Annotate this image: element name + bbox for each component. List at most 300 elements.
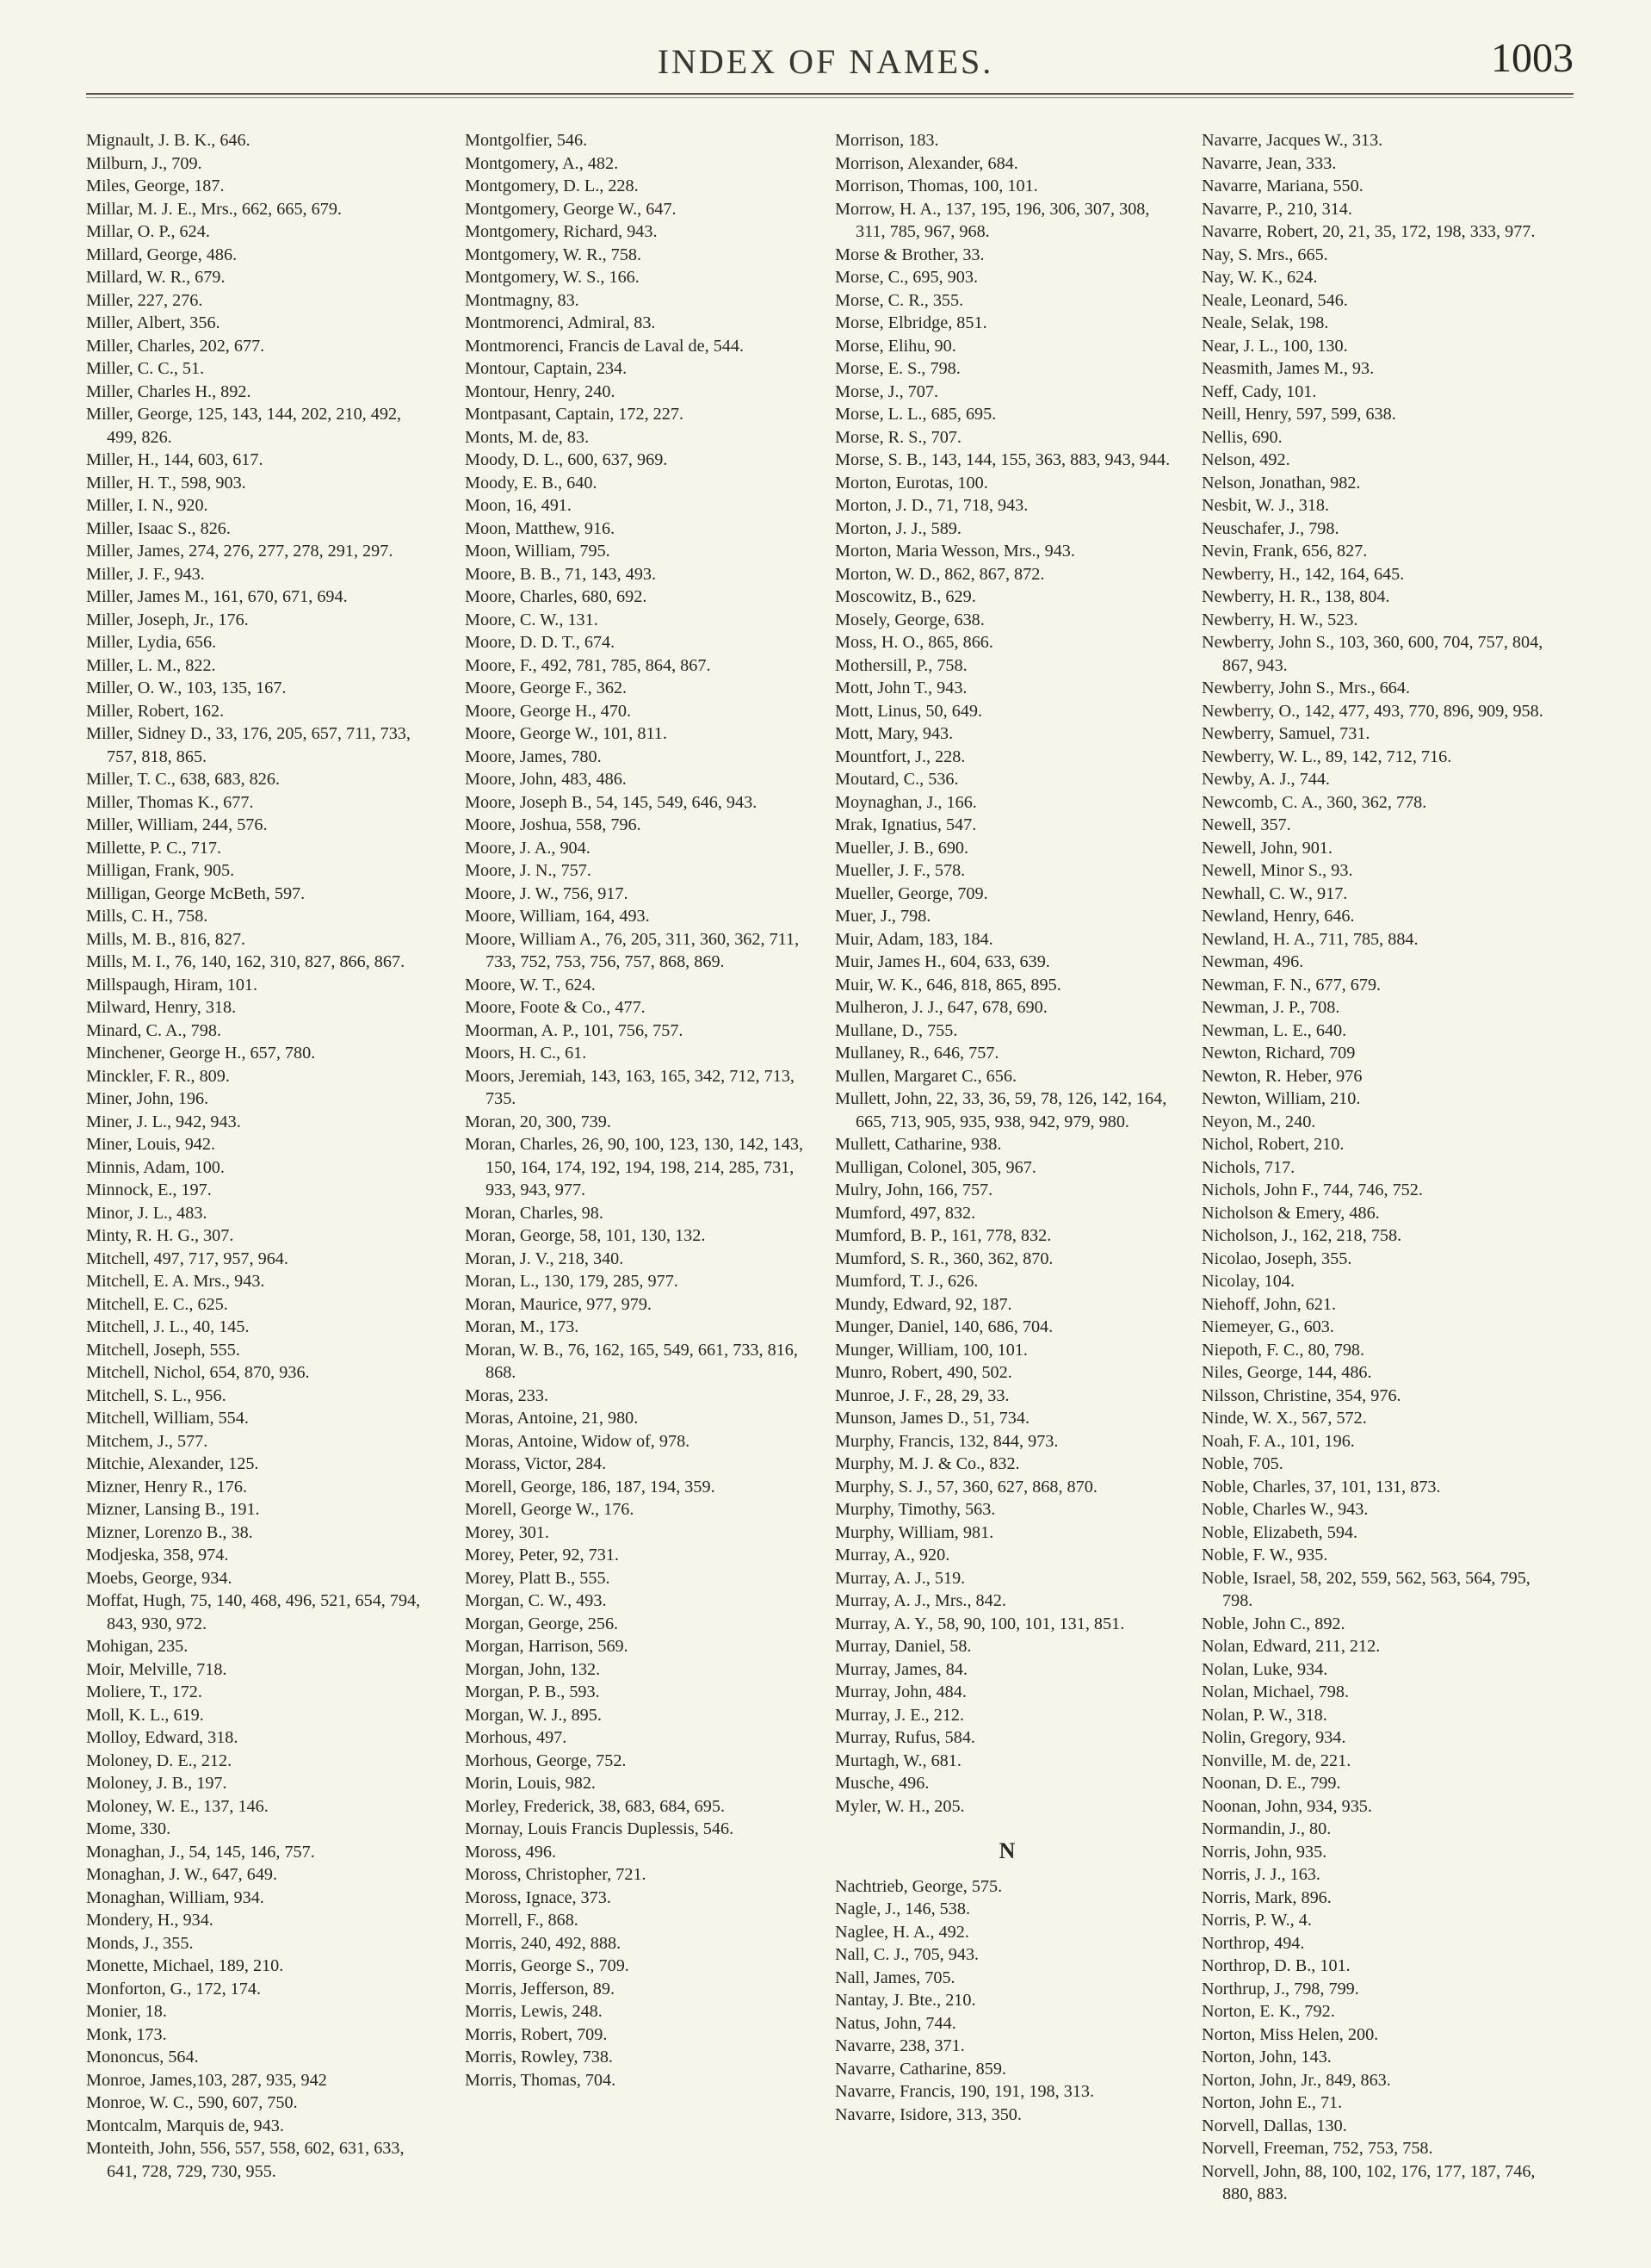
index-entry: Moross, Christopher, 721.	[465, 1865, 646, 1884]
index-entry: Moore, F., 492, 781, 785, 864, 867.	[465, 655, 711, 675]
index-entry: Murray, Daniel, 58.	[835, 1637, 972, 1656]
index-entry: Moore, W. T., 624.	[465, 975, 596, 995]
index-entry: Morton, J. D., 71, 718, 943.	[835, 496, 1029, 515]
index-entry: Moir, Melville, 718.	[86, 1659, 227, 1679]
index-entry: Mitchell, E. A. Mrs., 943.	[86, 1272, 265, 1291]
index-entry: Mumford, 497, 832.	[835, 1203, 976, 1223]
index-entry: Mullane, D., 755.	[835, 1020, 958, 1040]
index-entry: Murray, A. J., Mrs., 842.	[835, 1591, 1006, 1610]
index-entry: Noonan, D. E., 799.	[1202, 1774, 1341, 1793]
index-entry: Murphy, M. J. & Co., 832.	[835, 1454, 1020, 1473]
index-column-4	[1202, 129, 1546, 2206]
index-entry: Noah, F. A., 101, 196.	[1202, 1431, 1355, 1451]
index-entry: Musche, 496.	[835, 1774, 930, 1793]
index-entry: Neale, Selak, 198.	[1202, 313, 1329, 332]
index-entry: Monaghan, J., 54, 145, 146, 757.	[86, 1842, 315, 1862]
index-entry: Mott, Mary, 943.	[835, 724, 954, 743]
index-entry: Neill, Henry, 597, 599, 638.	[1202, 405, 1396, 424]
index-entry: Minard, C. A., 798.	[86, 1020, 222, 1040]
index-entry: Nilsson, Christine, 354, 976.	[1202, 1385, 1401, 1405]
index-column-1	[86, 129, 430, 2183]
index-entry: Mulligan, Colonel, 305, 967.	[835, 1157, 1036, 1177]
index-entry: Montgomery, George W., 647.	[465, 199, 677, 219]
index-entry: Moran, Maurice, 977, 979.	[465, 1294, 652, 1314]
index-entry: Mitchell, 497, 717, 957, 964.	[86, 1249, 288, 1268]
index-entry: Moore, Charles, 680, 692.	[465, 587, 647, 606]
index-entry: Mumford, B. P., 161, 778, 832.	[835, 1226, 1052, 1245]
index-entry: Morrison, Alexander, 684.	[835, 153, 1018, 173]
index-entry: Moras, Antoine, 21, 980.	[465, 1409, 639, 1428]
index-entry: Nonville, M. de, 221.	[1202, 1751, 1351, 1770]
index-entry: Muir, W. K., 646, 818, 865, 895.	[835, 975, 1061, 995]
index-entry: Navarre, 238, 371.	[835, 2036, 965, 2055]
index-entry: Moore, William A., 76, 205, 311, 360, 362, 711, 733, 752, 753, 756, 757, 868, 869.	[465, 929, 800, 971]
index-entry: Milward, Henry, 318.	[86, 998, 237, 1017]
index-entry: Morrell, F., 868.	[465, 1911, 578, 1930]
index-entry: Nolin, Gregory, 934.	[1202, 1728, 1346, 1747]
index-entry: Murray, James, 84.	[835, 1659, 968, 1679]
index-entry: Newell, Minor S., 93.	[1202, 861, 1353, 880]
index-entry: Montgomery, Richard, 943.	[465, 222, 658, 241]
index-entry: Miller, I. N., 920.	[86, 496, 208, 515]
index-entry: Mizner, Lorenzo B., 38.	[86, 1522, 253, 1542]
index-entry: Millette, P. C., 717.	[86, 838, 222, 858]
index-entry: Niepoth, F. C., 80, 798.	[1202, 1340, 1365, 1360]
index-entry: Newberry, John S., 103, 360, 600, 704, 757, 804, 867, 943.	[1202, 633, 1543, 675]
index-entry: Moran, L., 130, 179, 285, 977.	[465, 1272, 678, 1291]
index-entry: Mosely, George, 638.	[835, 610, 985, 629]
index-entry: Montgolfier, 546.	[465, 131, 588, 150]
index-entry: Moon, 16, 491.	[465, 496, 572, 515]
index-entry: Neff, Cady, 101.	[1202, 381, 1317, 401]
index-entry: Natus, John, 744.	[835, 2013, 956, 2033]
index-entry: Neyon, M., 240.	[1202, 1112, 1316, 1131]
index-entry: Morse, R. S., 707.	[835, 427, 962, 447]
index-entry: Moffat, Hugh, 75, 140, 468, 496, 521, 654, 794, 843, 930, 972.	[86, 1591, 421, 1633]
index-entry: Morgan, John, 132.	[465, 1659, 601, 1679]
index-entry: Murray, Rufus, 584.	[835, 1728, 975, 1747]
index-entry: Noble, Elizabeth, 594.	[1202, 1522, 1358, 1542]
index-entry: Moscowitz, B., 629.	[835, 587, 976, 606]
index-entry: Nicholson & Emery, 486.	[1202, 1203, 1380, 1223]
index-entry: Moran, 20, 300, 739.	[465, 1112, 611, 1131]
index-entry: Mitchell, S. L., 956.	[86, 1385, 226, 1405]
index-entry: Monk, 173.	[86, 2024, 167, 2044]
index-entry: Navarre, Jean, 333.	[1202, 153, 1337, 173]
index-entry: Mrak, Ignatius, 547.	[835, 815, 977, 834]
index-entry: Mitchell, J. L., 40, 145.	[86, 1317, 250, 1336]
index-entry: Morse, E. S., 798.	[835, 359, 961, 378]
index-entry: Nelson, 492.	[1202, 450, 1290, 469]
index-entry: Milligan, George McBeth, 597.	[86, 883, 306, 903]
index-entry: Moors, Jeremiah, 143, 163, 165, 342, 712, 713, 735.	[465, 1066, 795, 1108]
index-entry: Morse, L. L., 685, 695.	[835, 405, 997, 424]
index-entry: Norton, John E., 71.	[1202, 2093, 1343, 2112]
index-entry: Moore, C. W., 131.	[465, 610, 598, 629]
index-entry: Morse & Brother, 33.	[835, 245, 985, 264]
index-entry: Moorman, A. P., 101, 756, 757.	[465, 1020, 683, 1040]
index-entry: Moran, Charles, 98.	[465, 1203, 603, 1223]
index-entry: Monette, Michael, 189, 210.	[86, 1956, 284, 1975]
index-entry: Mizner, Lansing B., 191.	[86, 1500, 260, 1519]
index-entry: Montgomery, A., 482.	[465, 153, 619, 173]
index-entry: Mornay, Louis Francis Duplessis, 546.	[465, 1819, 734, 1838]
index-entry: Mullett, Catharine, 938.	[835, 1135, 1002, 1154]
index-entry: Mott, John T., 943.	[835, 679, 968, 697]
index-entry: Moore, John, 483, 486.	[465, 770, 627, 789]
index-entry: Navarre, Robert, 20, 21, 35, 172, 198, 333, 977.	[1202, 222, 1536, 241]
index-entry: Mullett, John, 22, 33, 36, 59, 78, 126, 142, 164, 665, 713, 905, 935, 938, 942, 979, 980.	[835, 1089, 1167, 1131]
index-entry: Mueller, J. F., 578.	[835, 861, 966, 880]
index-entry: Norton, E. K., 792.	[1202, 2002, 1335, 2021]
index-entry: Miller, Albert, 356.	[86, 313, 220, 332]
index-entry: Norvell, John, 88, 100, 102, 176, 177, 187, 746, 880, 883.	[1202, 2161, 1536, 2203]
index-entry: Monteith, John, 556, 557, 558, 602, 631, 633, 641, 728, 729, 730, 955.	[86, 2139, 405, 2181]
index-entry: Montmagny, 83.	[465, 290, 579, 310]
index-entry: Moras, 233.	[465, 1385, 549, 1405]
index-entry: Moliere, T., 172.	[86, 1682, 202, 1701]
page-title: INDEX OF NAMES.	[657, 42, 994, 81]
index-entry: Morhous, 497.	[465, 1728, 567, 1747]
index-entry: Millspaugh, Hiram, 101.	[86, 975, 258, 995]
index-entry: Nagle, J., 146, 538.	[835, 1899, 970, 1918]
index-entry: Newcomb, C. A., 360, 362, 778.	[1202, 792, 1427, 812]
index-entry: Morgan, W. J., 895.	[465, 1705, 602, 1725]
index-entry: Millar, O. P., 624.	[86, 222, 210, 241]
index-entry: Muir, James H., 604, 633, 639.	[835, 952, 1050, 971]
index-entry: Minnis, Adam, 100.	[86, 1157, 225, 1177]
index-entry: Niemeyer, G., 603.	[1202, 1317, 1334, 1336]
index-entry: Morton, W. D., 862, 867, 872.	[835, 564, 1045, 584]
index-entry: Morton, Maria Wesson, Mrs., 943.	[835, 542, 1075, 561]
index-entry: Miller, Thomas K., 677.	[86, 792, 254, 812]
index-entry: Neasmith, James M., 93.	[1202, 359, 1375, 378]
index-entry: Miller, 227, 276.	[86, 290, 203, 310]
index-entry: Noonan, John, 934, 935.	[1202, 1796, 1372, 1816]
index-entry: Nay, W. K., 624.	[1202, 268, 1318, 287]
index-entry: Mitchie, Alexander, 125.	[86, 1454, 259, 1473]
index-entry: Miller, Robert, 162.	[86, 701, 225, 721]
index-entry: Noble, Israel, 58, 202, 559, 562, 563, 564, 795, 798.	[1202, 1568, 1530, 1610]
index-entry: Mononcus, 564.	[86, 2048, 199, 2067]
index-entry: Norton, John, Jr., 849, 863.	[1202, 2070, 1391, 2090]
index-entry: Morris, Thomas, 704.	[465, 2070, 616, 2090]
index-entry: Miller, J. F., 943.	[86, 564, 205, 584]
index-entry: Newby, A. J., 744.	[1202, 770, 1330, 789]
index-entry: Morell, George, 186, 187, 194, 359.	[465, 1477, 715, 1497]
index-entry: Noble, F. W., 935.	[1202, 1546, 1328, 1565]
index-entry: Newland, H. A., 711, 785, 884.	[1202, 929, 1419, 949]
index-entry: Murray, A. J., 519.	[835, 1568, 966, 1588]
index-entry: Moore, George W., 101, 811.	[465, 724, 667, 743]
index-entry: Morell, George W., 176.	[465, 1500, 634, 1519]
index-entry: Ninde, W. X., 567, 572.	[1202, 1409, 1367, 1428]
index-entry: Moynaghan, J., 166.	[835, 792, 977, 812]
index-entry: Moon, William, 795.	[465, 542, 610, 561]
index-entry: Moore, George F., 362.	[465, 679, 628, 697]
index-entry: Mumford, T. J., 626.	[835, 1272, 979, 1291]
index-entry: Minchener, George H., 657, 780.	[86, 1044, 316, 1063]
index-entry: Navarre, Catharine, 859.	[835, 2059, 1006, 2079]
index-entry: Nelson, Jonathan, 982.	[1202, 473, 1361, 493]
index-entry: Northrop, D. B., 101.	[1202, 1956, 1351, 1975]
index-entry: Miles, George, 187.	[86, 177, 225, 195]
index-column-2	[465, 129, 809, 2091]
index-entry: Moon, Matthew, 916.	[465, 518, 615, 538]
index-entry: Murtagh, W., 681.	[835, 1751, 962, 1770]
index-entry: Nesbit, W. J., 318.	[1202, 496, 1330, 515]
index-entry: Newberry, W. L., 89, 142, 712, 716.	[1202, 747, 1452, 766]
index-entry: Nolan, Michael, 798.	[1202, 1682, 1349, 1701]
index-entry: Newberry, H., 142, 164, 645.	[1202, 564, 1405, 584]
index-entry: Morse, S. B., 143, 144, 155, 363, 883, 943, 944.	[835, 450, 1171, 469]
index-entry: Mondery, H., 934.	[86, 1911, 213, 1930]
index-entry: Morris, Robert, 709.	[465, 2024, 608, 2044]
index-entry: Munroe, J. F., 28, 29, 33.	[835, 1385, 1010, 1405]
index-entry: Monforton, G., 172, 174.	[86, 1979, 261, 1998]
index-entry: Morris, Jefferson, 89.	[465, 1979, 615, 1998]
index-entry: Millar, M. J. E., Mrs., 662, 665, 679.	[86, 199, 342, 219]
index-entry: Mohigan, 235.	[86, 1637, 189, 1656]
index-entry: Moore, James, 780.	[465, 747, 602, 766]
index-entry: Moran, M., 173.	[465, 1317, 579, 1336]
index-entry: Moore, J. N., 757.	[465, 861, 591, 880]
index-entry: Newton, William, 210.	[1202, 1089, 1361, 1108]
index-entry: Morhous, George, 752.	[465, 1751, 627, 1770]
index-entry: Nichols, 717.	[1202, 1157, 1295, 1177]
index-entry: Morris, George S., 709.	[465, 1956, 629, 1975]
index-entry: Muir, Adam, 183, 184.	[835, 929, 993, 949]
index-entry: Moody, E. B., 640.	[465, 473, 597, 493]
index-entry: Morse, Elbridge, 851.	[835, 313, 987, 332]
index-entry: Norton, Miss Helen, 200.	[1202, 2024, 1379, 2044]
index-entry: Morris, Lewis, 248.	[465, 2002, 603, 2021]
index-entry: Newell, 357.	[1202, 815, 1291, 834]
index-entry: Newman, J. P., 708.	[1202, 998, 1340, 1017]
index-entry: Normandin, J., 80.	[1202, 1819, 1332, 1838]
index-entry: Monroe, W. C., 590, 607, 750.	[86, 2093, 298, 2112]
index-entry: Miller, C. C., 51.	[86, 359, 205, 378]
index-entry: Morgan, P. B., 593.	[465, 1682, 600, 1701]
index-entry: Noble, 705.	[1202, 1454, 1283, 1473]
index-entry: Nellis, 690.	[1202, 427, 1283, 447]
index-entry: Morse, C. R., 355.	[835, 290, 964, 310]
index-entry: Morass, Victor, 284.	[465, 1454, 607, 1473]
index-entry: Morey, Peter, 92, 731.	[465, 1546, 619, 1565]
index-entry: Nall, James, 705.	[835, 1967, 955, 1987]
index-entry: Nicolao, Joseph, 355.	[1202, 1249, 1352, 1268]
index-entry: Moross, Ignace, 373.	[465, 1887, 611, 1907]
index-entry: Newman, L. E., 640.	[1202, 1020, 1347, 1040]
index-entry: Morin, Louis, 982.	[465, 1774, 596, 1793]
index-entry: Munger, Daniel, 140, 686, 704.	[835, 1317, 1054, 1336]
index-column-3	[835, 129, 1179, 2126]
index-entry: Miller, William, 244, 576.	[86, 815, 268, 834]
index-entry: Newton, R. Heber, 976	[1202, 1066, 1363, 1086]
index-entry: Mullaney, R., 646, 757.	[835, 1044, 999, 1063]
index-entry: Noble, John C., 892.	[1202, 1614, 1345, 1633]
index-entry: Morrison, 183.	[835, 131, 939, 150]
index-entry: Mott, Linus, 50, 649.	[835, 701, 983, 721]
index-entry: Nolan, Edward, 211, 212.	[1202, 1637, 1381, 1656]
header-rule-thin	[86, 97, 1574, 98]
index-entry: Newberry, John S., Mrs., 664.	[1202, 679, 1411, 697]
index-entry: Nicholson, J., 162, 218, 758.	[1202, 1226, 1402, 1245]
index-entry: Norris, J. J., 163.	[1202, 1865, 1320, 1884]
index-entry: Munson, James D., 51, 734.	[835, 1409, 1030, 1428]
index-entry: Murphy, Timothy, 563.	[835, 1500, 996, 1519]
index-entry: Moran, W. B., 76, 162, 165, 549, 661, 733, 816, 868.	[465, 1340, 798, 1382]
index-entry: Monier, 18.	[86, 2002, 167, 2021]
index-entry: Mitchell, Nichol, 654, 870, 936.	[86, 1363, 310, 1382]
index-entry: Moore, Joseph B., 54, 145, 549, 646, 943.	[465, 792, 757, 812]
index-entry: Near, J. L., 100, 130.	[1202, 336, 1348, 356]
index-entry: Norris, P. W., 4.	[1202, 1911, 1312, 1930]
index-entry: Newton, Richard, 709	[1202, 1044, 1356, 1063]
index-entry: Miller, Isaac S., 826.	[86, 518, 231, 538]
index-entry: Mundy, Edward, 92, 187.	[835, 1294, 1012, 1314]
index-entry: Moore, Joshua, 558, 796.	[465, 815, 641, 834]
index-entry: Newberry, H. R., 138, 804.	[1202, 587, 1390, 606]
index-entry: Minckler, F. R., 809.	[86, 1066, 230, 1086]
index-entry: Newberry, H. W., 523.	[1202, 610, 1358, 629]
index-entry: Niles, George, 144, 486.	[1202, 1363, 1372, 1382]
index-entry: Millard, George, 486.	[86, 245, 238, 264]
index-entry: Moll, K. L., 619.	[86, 1705, 204, 1725]
index-entry: Morgan, Harrison, 569.	[465, 1637, 628, 1656]
index-entry: Mitchell, Joseph, 555.	[86, 1340, 240, 1360]
index-entry: Nevin, Frank, 656, 827.	[1202, 542, 1368, 561]
index-entry: Norris, Mark, 896.	[1202, 1887, 1332, 1907]
index-entry: Moloney, D. E., 212.	[86, 1751, 232, 1770]
index-entry: Navarre, Mariana, 550.	[1202, 177, 1363, 195]
index-entry: Naglee, H. A., 492.	[835, 1922, 969, 1942]
index-entry: Murray, A. Y., 58, 90, 100, 101, 131, 851.	[835, 1614, 1125, 1633]
index-entry: Moloney, J. B., 197.	[86, 1774, 227, 1793]
index-entry: Murphy, William, 981.	[835, 1522, 994, 1542]
index-entry: Miller, James, 274, 276, 277, 278, 291, 297.	[86, 542, 393, 561]
index-entry: Miller, George, 125, 143, 144, 202, 210, 492, 499, 826.	[86, 405, 402, 447]
index-entry: Milligan, Frank, 905.	[86, 861, 235, 880]
index-entry: Miller, T. C., 638, 683, 826.	[86, 770, 280, 789]
index-entry: Morse, J., 707.	[835, 381, 939, 401]
index-entry: Myler, W. H., 205.	[835, 1796, 965, 1816]
index-entry: Montgomery, D. L., 228.	[465, 177, 639, 195]
index-entry: Mome, 330.	[86, 1819, 171, 1838]
index-entry: Newman, 496.	[1202, 952, 1304, 971]
index-entry: Munger, William, 100, 101.	[835, 1340, 1028, 1360]
index-entry: Nolan, Luke, 934.	[1202, 1659, 1328, 1679]
index-entry: Mullen, Margaret C., 656.	[835, 1066, 1017, 1086]
index-entry: Nicolay, 104.	[1202, 1272, 1295, 1291]
index-entry: Norvell, Dallas, 130.	[1202, 2116, 1347, 2135]
index-entry: Newberry, O., 142, 477, 493, 770, 896, 909, 958.	[1202, 701, 1543, 721]
index-entry: Northrop, 494.	[1202, 1933, 1305, 1953]
index-entry: Minty, R. H. G., 307.	[86, 1226, 234, 1245]
index-entry: Murphy, Francis, 132, 844, 973.	[835, 1431, 1059, 1451]
index-entry: Morris, 240, 492, 888.	[465, 1933, 621, 1953]
index-entry: Newland, Henry, 646.	[1202, 907, 1355, 926]
index-entry: Montpasant, Captain, 172, 227.	[465, 405, 683, 424]
index-entry: Moran, J. V., 218, 340.	[465, 1249, 624, 1268]
index-entry: Norvell, Freeman, 752, 753, 758.	[1202, 2139, 1433, 2158]
index-entry: Muer, J., 798.	[835, 907, 931, 926]
index-entry: Miller, H. T., 598, 903.	[86, 473, 246, 493]
index-entry: Mizner, Henry R., 176.	[86, 1477, 248, 1497]
index-entry: Morton, J. J., 589.	[835, 518, 962, 538]
index-entry: Morley, Frederick, 38, 683, 684, 695.	[465, 1796, 726, 1816]
index-entry: Miner, Louis, 942.	[86, 1135, 216, 1154]
index-entry: Montmorenci, Francis de Laval de, 544.	[465, 336, 745, 356]
index-entry: Noble, Charles W., 943.	[1202, 1500, 1369, 1519]
index-entry: Murray, J. E., 212.	[835, 1705, 965, 1725]
index-entry: Moore, J. A., 904.	[465, 838, 591, 858]
index-entry: Navarre, P., 210, 314.	[1202, 199, 1352, 219]
index-entry: Mueller, J. B., 690.	[835, 838, 969, 858]
index-entry: Miller, L. M., 822.	[86, 655, 216, 675]
index-entry: Montour, Captain, 234.	[465, 359, 628, 378]
index-entry: Mills, C. H., 758.	[86, 907, 208, 926]
index-entry: Newberry, Samuel, 731.	[1202, 724, 1370, 743]
index-entry: Monds, J., 355.	[86, 1933, 194, 1953]
index-entry: Nantay, J. Bte., 210.	[835, 1991, 976, 2010]
index-entry: Miller, H., 144, 603, 617.	[86, 450, 263, 469]
index-entry: Moore, Foote & Co., 477.	[465, 998, 646, 1017]
index-entry: Morton, Eurotas, 100.	[835, 473, 988, 493]
page-number: 1003	[1491, 35, 1574, 81]
index-entry: Navarre, Jacques W., 313.	[1202, 131, 1383, 150]
index-entry: Moors, H. C., 61.	[465, 1044, 587, 1063]
index-entry: Moras, Antoine, Widow of, 978.	[465, 1431, 690, 1451]
index-entry: Moran, Charles, 26, 90, 100, 123, 130, 142, 143, 150, 164, 174, 192, 194, 198, 214, 285, 731, 933, 943, 977.	[465, 1135, 804, 1199]
index-entry: Miller, Joseph, Jr., 176.	[86, 610, 249, 629]
index-entry: Morrow, H. A., 137, 195, 196, 306, 307, 308, 311, 785, 967, 968.	[835, 199, 1150, 241]
index-entry: Nall, C. J., 705, 943.	[835, 1945, 980, 1964]
index-entry: Minnock, E., 197.	[86, 1180, 212, 1199]
index-entry: Miller, James M., 161, 670, 671, 694.	[86, 587, 348, 606]
index-entry: Nichols, John F., 744, 746, 752.	[1202, 1180, 1423, 1199]
index-entry: Moloney, W. E., 137, 146.	[86, 1796, 269, 1816]
index-entry: Moutard, C., 536.	[835, 770, 959, 789]
index-entry: Mulry, John, 166, 757.	[835, 1180, 993, 1199]
index-entry: Noble, Charles, 37, 101, 131, 873.	[1202, 1477, 1441, 1497]
index-entry: Murray, John, 484.	[835, 1682, 967, 1701]
index-entry: Mothersill, P., 758.	[835, 655, 968, 675]
index-entry: Mulheron, J. J., 647, 678, 690.	[835, 998, 1048, 1017]
index-entry: Nay, S. Mrs., 665.	[1202, 245, 1328, 264]
index-entry: Morrison, Thomas, 100, 101.	[835, 177, 1038, 195]
index-entry: Navarre, Francis, 190, 191, 198, 313.	[835, 2082, 1095, 2101]
index-entry: Newell, John, 901.	[1202, 838, 1333, 858]
index-entry: Montour, Henry, 240.	[465, 381, 615, 401]
index-entry: Mills, M. B., 816, 827.	[86, 929, 246, 949]
index-entry: Nichol, Robert, 210.	[1202, 1135, 1345, 1154]
index-entry: Morey, 301.	[465, 1522, 549, 1542]
index-entry: Murphy, S. J., 57, 360, 627, 868, 870.	[835, 1477, 1098, 1497]
index-entry: Millard, W. R., 679.	[86, 268, 226, 287]
index-entry: Nachtrieb, George, 575.	[835, 1876, 1003, 1896]
index-entry: Mitchell, William, 554.	[86, 1409, 249, 1428]
index-entry: Moody, D. L., 600, 637, 969.	[465, 450, 668, 469]
index-entry: Milburn, J., 709.	[86, 153, 202, 173]
index-entry: Montgomery, W. R., 758.	[465, 245, 642, 264]
index-entry: Miller, O. W., 103, 135, 167.	[86, 679, 287, 697]
index-entry: Mountfort, J., 228.	[835, 747, 966, 766]
index-entry: Montmorenci, Admiral, 83.	[465, 313, 656, 332]
index-entry: Monroe, James,103, 287, 935, 942	[86, 2070, 327, 2090]
index-entry: Mitchell, E. C., 625.	[86, 1294, 228, 1314]
index-entry: Neale, Leonard, 546.	[1202, 290, 1348, 310]
